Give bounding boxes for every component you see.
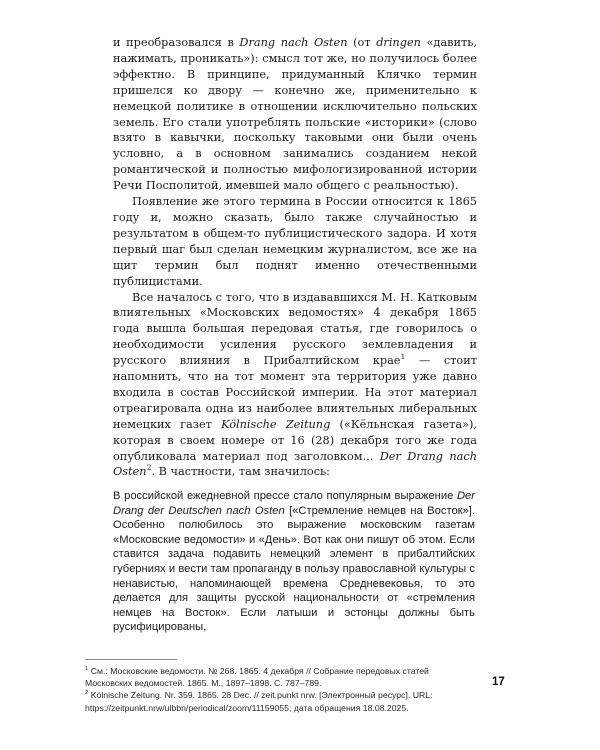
text-run: (от bbox=[347, 36, 377, 49]
quote-text bbox=[113, 489, 475, 635]
footnote-number: 1 bbox=[85, 666, 89, 673]
italic-term: Kölnische Zeitung bbox=[221, 417, 331, 431]
text-run: . В частности, там значилось: bbox=[151, 465, 330, 479]
italic-term: Drang nach Osten bbox=[239, 36, 348, 49]
footnotes bbox=[85, 665, 477, 714]
footnote-text: Kölnische Zeitung. Nr. 359. 1865. 28 Dec. // zeit.punkt nrw. [Электронный ресурс]. URL: https://zeitpunkt.nrw/ulbbn/periodical/zoom/11159055; дата обращения 18.08.2025. bbox=[85, 690, 433, 713]
footnote-1 bbox=[85, 665, 477, 689]
paragraph-2: Появление же этого термина в России относится к 1865 году и, можно сказать, было также случайностью и результатом в общем-то публицистического задора. И хотя первый шаг был сделан немецким журналистом, все же на щит термин был поднят именно отечественными публицистами. bbox=[113, 195, 477, 288]
text-run: В российской ежедневной прессе стало популярным выражение bbox=[113, 490, 457, 502]
paragraph-3 bbox=[113, 290, 477, 481]
paragraph-1 bbox=[113, 35, 477, 194]
page-number: 17 bbox=[492, 676, 505, 688]
text-run: Все началось с того, что в издававшихся М. Н. Катковым влиятельных «Московских ведомостях» 4 декабря 1865 года вышла большая передовая статья, где говорилось о необходимости усиления русского землевладения и русского влияния в Прибалтийском крае bbox=[113, 290, 477, 368]
footnote-number: 2 bbox=[85, 690, 89, 697]
block-quote bbox=[113, 489, 475, 635]
text-run: [«Стремление немцев на Восток»]. Особенно полюбилось это выражение московским газетам «Московские ведомости» и «День». Вот как они пишут об этом. Если ставится задача подавить немецкий элемент в прибалтийских губерниях и вести там пропаганду в пользу православной культуры с ненавистью, напоминающей времена Средневековья, то это делается для защиты русской национальности от «стремления немцев на Восток». Если латыши и эстонцы должны быть русифицированы, bbox=[113, 504, 475, 634]
footnote-2 bbox=[85, 689, 477, 713]
main-text bbox=[113, 35, 477, 480]
italic-term: dringen bbox=[376, 36, 421, 49]
text-run: «давить, нажимать, проникать»): смысл тот же, но получилось более эффектно. В принципе, придуманный Клячко термин пришелся ко двору — конечно же, применительно к немецкой политике в отношении исключительно польских земель. Его стали употреблять польские «историки» (слово взято в кавычки, поскольку таковыми они были очень условно, а в основном занимались созданием некой романтической и полностью мифологизированной истории Речи Посполитой, имевшей мало общего с реальностью). bbox=[113, 36, 477, 193]
italic-term: Der Drang der Deutschen nach Osten bbox=[113, 490, 475, 517]
footnote-text: См.: Московские ведомости. № 268. 1865. 4 декабря // Собрание передовых статей Московских ведомостей. 1865. М., 1897–1898. С. 787–789. bbox=[85, 666, 429, 689]
footnote-ref[interactable]: 2 bbox=[146, 463, 152, 473]
text-run: («Кёльнская газета»), которая в своем номере от 16 (28) декабря того же года опубликовала материал под заголовком... bbox=[113, 417, 477, 463]
text-run: и преобразовался в bbox=[113, 36, 240, 49]
text-run: — стоит напомнить, что на тот момент эта территория уже давно входила в состав Российской империи. На этот материал отреагировала одна из наиболее влиятельных либеральных немецких газет bbox=[113, 354, 478, 431]
footnote-divider bbox=[85, 659, 177, 660]
footnote-ref[interactable]: 1 bbox=[400, 352, 406, 362]
italic-term: Der Drang nach Osten bbox=[113, 449, 478, 479]
